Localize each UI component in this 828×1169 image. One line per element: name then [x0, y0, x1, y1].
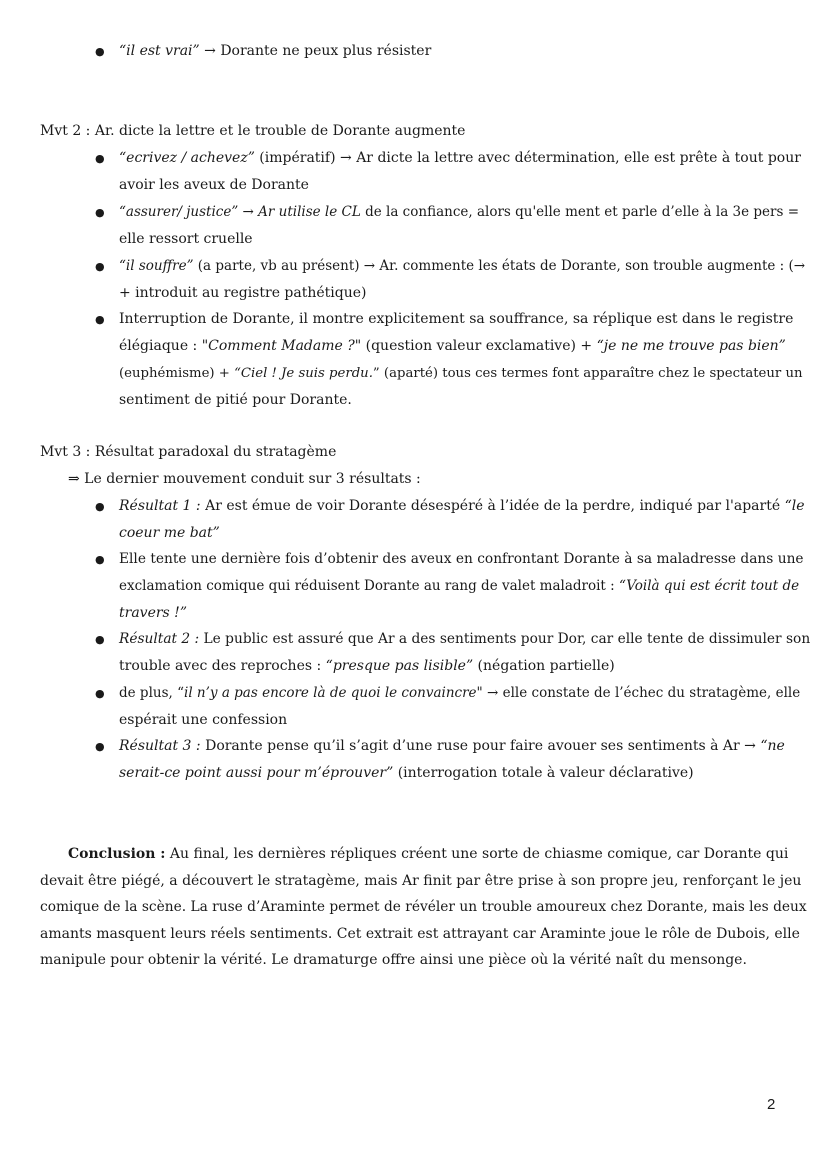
conclusion-line-1: Conclusion : Au final, les dernières répliques créent une sorte de chiasme comique, car Dorante qui [68, 846, 789, 862]
mvt3-result-3-cont: serait-ce point aussi pour m’éprouver” (interrogation totale à valeur déclarative) [119, 765, 694, 781]
mvt2-bullet-1: “ecrivez / achevez” (impératif) → Ar dicte la lettre avec détermination, elle est prête à tout pour [119, 150, 801, 166]
mvt2-bullet-2-cont: elle ressort cruelle [119, 231, 253, 247]
bullet-dot: ● [95, 313, 105, 326]
mvt3-arrow-line: ⇒ Le dernier mouvement conduit sur 3 résultats : [68, 471, 421, 487]
conclusion-line-2: devait être piégé, a découvert le stratagème, mais Ar finit par être prise à son propre jeu, renforçant le jeu [40, 873, 802, 889]
bullet-dot: ● [95, 687, 105, 700]
bullet-dot: ● [95, 260, 105, 273]
mvt3-bullet-elle-tente: Elle tente une dernière fois d’obtenir des aveux en confrontant Dorante à sa maladresse dans une [119, 551, 804, 567]
conclusion-line-4: amants masquent leurs réels sentiments. Cet extrait est attrayant car Araminte joue le rôle de Dubois, elle [40, 926, 800, 942]
mvt3-heading: Mvt 3 : Résultat paradoxal du stratagème [40, 444, 337, 460]
bullet-il-est-vrai: “il est vrai” → Dorante ne peux plus résister [119, 43, 432, 59]
mvt2-bullet-3-cont: + introduit au registre pathétique) [119, 285, 367, 301]
mvt2-bullet-3: “il souffre” (a parte, vb au présent) → Ar. commente les états de Dorante, son trouble augmente : (→ [119, 258, 806, 274]
mvt3-result-2-cont: trouble avec des reproches : “presque pas lisible” (négation partielle) [119, 658, 615, 674]
bullet-dot: ● [95, 740, 105, 753]
mvt2-heading: Mvt 2 : Ar. dicte la lettre et le trouble de Dorante augmente [40, 123, 466, 139]
mvt2-bullet-4-line2: élégiaque : "Comment Madame ?" (question valeur exclamative) + “je ne me trouve pas bien” [119, 338, 786, 354]
mvt3-result-3: Résultat 3 : Dorante pense qu’il s’agit d’une ruse pour faire avouer ses sentiments à Ar → “ne [119, 738, 785, 754]
bullet-dot: ● [95, 500, 105, 513]
mvt2-bullet-4: Interruption de Dorante, il montre explicitement sa souffrance, sa réplique est dans le registre [119, 311, 794, 327]
bullet-dot: ● [95, 45, 105, 58]
conclusion-line-5: manipule pour obtenir la vérité. Le dramaturge offre ainsi une pièce où la vérité naît du mensonge. [40, 952, 747, 968]
page-number: 2 [767, 1096, 776, 1113]
mvt2-bullet-4-line3: (euphémisme) + “Ciel ! Je suis perdu.” (aparté) tous ces termes font apparaître chez le spectateur un [119, 366, 803, 381]
mvt3-result-1: Résultat 1 : Ar est émue de voir Dorante désespéré à l’idée de la perdre, indiqué par l'aparté “le [119, 498, 805, 514]
bullet-dot: ● [95, 206, 105, 219]
mvt2-bullet-4-line4: sentiment de pitié pour Dorante. [119, 392, 352, 408]
mvt2-bullet-2: “assurer/ justice” → Ar utilise le CL de la confiance, alors qu'elle ment et parle d’elle à la 3e pers = [119, 204, 800, 220]
mvt3-bullet-elle-tente-line3: travers !” [119, 605, 187, 621]
mvt2-bullet-1-cont: avoir les aveux de Dorante [119, 177, 309, 193]
conclusion-line-3: comique de la scène. La ruse d’Araminte permet de révéler un trouble amoureux chez Dorante, mais les deux [40, 899, 807, 915]
bullet-dot: ● [95, 152, 105, 165]
mvt3-bullet-de-plus-cont: espérait une confession [119, 712, 288, 728]
bullet-dot: ● [95, 633, 105, 646]
mvt3-result-1-cont: coeur me bat” [119, 525, 220, 541]
mvt3-result-2: Résultat 2 : Le public est assuré que Ar a des sentiments pour Dor, car elle tente de dissimuler son [119, 631, 811, 647]
mvt3-bullet-elle-tente-line2: exclamation comique qui réduisent Dorante au rang de valet maladroit : “Voilà qui est écrit tout de [119, 578, 800, 594]
bullet-dot: ● [95, 553, 105, 566]
mvt3-bullet-de-plus: de plus, “il n’y a pas encore là de quoi le convaincre" → elle constate de l’échec du stratagème, elle [119, 685, 801, 701]
